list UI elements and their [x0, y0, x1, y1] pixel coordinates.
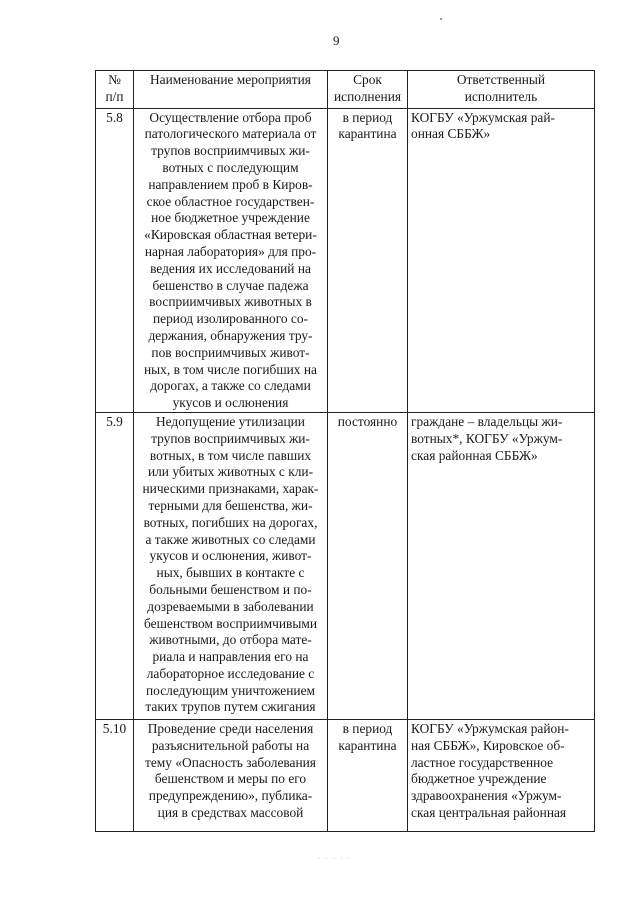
table-row [96, 719, 595, 831]
execution-term: в период карантина [328, 719, 408, 831]
execution-term: в период карантина [328, 108, 408, 412]
header-number: № п/п [96, 71, 134, 109]
event-description: Осуществление отбора проб патологического материала от трупов восприимчивых жи- вотных с последующим направлением проб в Киров- ское областное государствен- ное бюджетное учреждение «Кировская областная ветери- нарная лаборатория» для про- ведения их исследований на бешенство в случае падежа восприимчивых животных в период изолированного со- держания, обнаружения тру- пов восприимчивых живот- ных, в том числе погибших на дорогах, а также со следами укусов и ослюнения [134, 108, 328, 412]
header-term: Срок исполнения [328, 71, 408, 109]
scan-speck [440, 18, 442, 20]
table-row [96, 108, 595, 412]
header-responsible: Ответственный исполнитель [408, 71, 595, 109]
events-table [95, 70, 595, 832]
event-description: Проведение среди населения разъяснительной работы на тему «Опасность заболевания бешенством и меры по его предупреждению», публика- ция в средствах массовой [134, 719, 328, 831]
table-row [96, 412, 595, 719]
responsible-executor: граждане – владельцы жи- вотных*, КОГБУ «Уржум- ская районная СББЖ» [408, 412, 595, 719]
event-description: Недопущение утилизации трупов восприимчивых жи- вотных, в том числе павших или убитых животных с кли- ническими признаками, харак- терными для бешенства, жи- вотных, погибших на дорогах, а также животных со следами укусов и ослюнения, живот- ных, бывших в контакте с больными бешенством и по- дозреваемыми в заболевании бешенством восприимчивыми животными, до отбора мате- риала и направления его на лабораторное исследование с последующим уничтожением таких трупов путем сжигания [134, 412, 328, 719]
page-number: 9 [333, 33, 340, 48]
row-number: 5.10 [96, 719, 134, 831]
responsible-executor: КОГБУ «Уржумская район- ная СББЖ», Кировское об- ластное государственное бюджетное учреждение здравоохранения «Уржум- ская центральная районная [408, 719, 595, 831]
responsible-executor: КОГБУ «Уржумская рай- онная СББЖ» [408, 108, 595, 412]
table-header-row [96, 71, 595, 109]
row-number: 5.8 [96, 108, 134, 412]
execution-term: постоянно [328, 412, 408, 719]
row-number: 5.9 [96, 412, 134, 719]
scan-footer-mark: · · · · · [318, 856, 352, 862]
header-event-name: Наименование мероприятия [134, 71, 328, 109]
